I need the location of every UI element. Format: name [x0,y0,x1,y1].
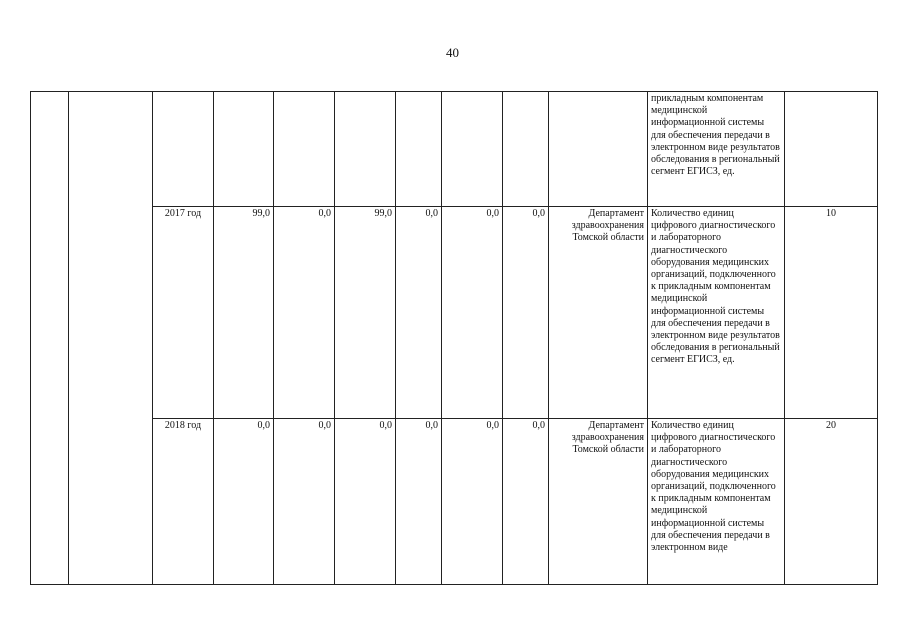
year-cell [153,92,214,207]
indicator-cell: Количество единиц цифрового диагностического и лабораторного диагностического оборудования медицинских организаций, подключенного к прикладным компонентам медицинской информационной системы для обеспечения передачи в электронном виде результатов обследования в региональный сегмент ЕГИСЗ, ед. [648,207,785,419]
value-cell: 99,0 [214,207,274,419]
value-cell [503,92,549,207]
executor-cell [549,92,648,207]
target-value-cell: 20 [785,419,878,585]
table-row [31,207,878,419]
value-cell: 0,0 [442,419,503,585]
value-cell [214,92,274,207]
table-row [31,92,878,207]
program-table [30,91,878,585]
value-cell: 0,0 [396,207,442,419]
executor-cell: Департамент здравоохранения Томской области [549,419,648,585]
value-cell: 0,0 [442,207,503,419]
page-number: 40 [446,45,459,60]
value-cell: 0,0 [503,207,549,419]
value-cell: 0,0 [274,207,335,419]
indicator-cell: Количество единиц цифрового диагностического и лабораторного диагностического оборудования медицинских организаций, подключенного к прикладным компонентам медицинской информационной системы для обеспечения передачи в электронном виде [648,419,785,585]
value-cell: 0,0 [396,419,442,585]
value-cell: 0,0 [214,419,274,585]
table-row [31,419,878,585]
executor-cell: Департамент здравоохранения Томской области [549,207,648,419]
indicator-cell: прикладным компонентам медицинской информационной системы для обеспечения передачи в электронном виде результатов обследования в региональный сегмент ЕГИСЗ, ед. [648,92,785,207]
target-value-cell [785,92,878,207]
value-cell: 0,0 [503,419,549,585]
value-cell [396,92,442,207]
value-cell [335,92,396,207]
value-cell [274,92,335,207]
event-name-cell [69,92,153,585]
value-cell [442,92,503,207]
target-value-cell: 10 [785,207,878,419]
year-cell: 2017 год [153,207,214,419]
row-number-cell [31,92,69,585]
value-cell: 99,0 [335,207,396,419]
year-cell: 2018 год [153,419,214,585]
value-cell: 0,0 [274,419,335,585]
value-cell: 0,0 [335,419,396,585]
